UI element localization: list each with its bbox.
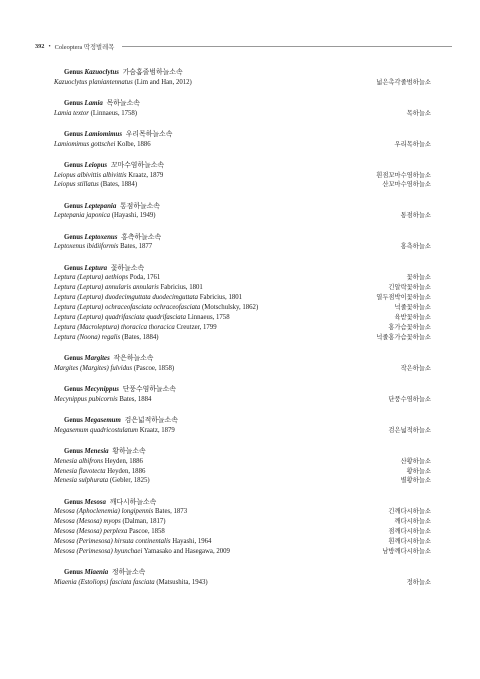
scientific-name: Megasemum quadricostulatum [54,426,139,434]
genus-label: Genus [64,355,83,363]
species-row [54,140,431,150]
species-list [54,68,431,599]
species-korean-name: 흰깨다시하늘소 [388,538,431,546]
author-citation: (Bates, 1884) [100,181,138,189]
genus-heading [64,498,431,508]
scientific-name: Leiopus stillatus [54,181,99,189]
genus-name: Lamiomimus [84,130,123,138]
genus-label: Genus [64,448,83,456]
scientific-name: Miaenia (Estoliops) fasciata fasciata [54,578,155,586]
genus-block [54,233,431,252]
genus-label: Genus [64,69,83,76]
author-citation: Heyden, 1886 [104,457,143,465]
author-citation: (Gebler, 1825) [109,477,150,485]
species-name [54,537,211,547]
scientific-name: Mecynippus pubicornis [54,395,118,403]
scientific-name: Menesia albifrons [54,457,104,465]
header-rule [122,46,452,47]
running-title: Coleoptera 딱정벌레목 [54,44,115,51]
species-korean-name: 깨다시하늘소 [394,518,431,526]
species-row [54,283,431,293]
genus-label: Genus [64,233,83,241]
genus-label: Genus [64,264,83,272]
genus-name: Leiopus [84,161,108,169]
species-korean-name: 남방깨다시하늘소 [382,548,431,555]
species-korean-name: 황하늘소 [406,467,431,475]
species-name [54,333,159,343]
species-name [54,140,151,150]
genus-name: Miaenia [84,569,109,577]
species-name [54,395,151,405]
species-row [54,293,431,303]
genus-korean-name: 작은하늘소속 [113,355,154,363]
genus-korean-name: 홍측하늘소속 [121,233,162,241]
genus-heading [64,161,431,171]
scientific-name: Mesosa (Mesosa) myops [54,518,121,526]
genus-heading [64,354,431,364]
genus-block [54,161,431,190]
genus-heading [64,385,431,395]
genus-block [54,568,431,587]
running-header [35,42,452,51]
scientific-name: Mesosa (Mesosa) perplexa [54,528,128,536]
genus-heading [64,416,431,426]
genus-label: Genus [64,386,83,394]
author-citation: (Matsushita, 1943) [156,578,208,586]
author-citation: Pascoe, 1858 [128,528,165,536]
species-korean-name: 우리목하늘소 [394,140,431,148]
genus-label: Genus [64,498,83,506]
genus-korean-name: 깨다시하늘소속 [109,498,157,506]
species-name [54,242,152,252]
author-citation: (Pascoe, 1858) [133,364,175,372]
species-row [54,537,431,547]
species-row [54,364,431,374]
species-korean-name: 홍가슴꽃하늘소 [388,323,431,331]
species-name [54,283,203,293]
genus-heading [64,202,431,212]
author-citation: Kolbe, 1886 [117,140,151,148]
author-citation: (Dalman, 1817) [122,518,166,526]
scientific-name: Leptura (Leptura) quadrifasciata quadrifasciata [54,313,186,321]
genus-name: Mecynippus [84,386,119,394]
author-citation: Kraatz, 1879 [128,171,164,179]
scientific-name: Lamiomimus gottschei [54,140,116,148]
genus-block [54,264,431,343]
genus-name: Menesia [84,448,109,456]
genus-heading [64,99,431,109]
species-korean-name: 목하늘소 [406,109,431,117]
scientific-name: Menesia sulphurata [54,477,109,485]
scientific-name: Leptura (Leptura) annularis annularis [54,284,159,292]
page-number: 392 [35,43,45,50]
genus-block [54,202,431,221]
genus-heading [64,568,431,578]
genus-korean-name: 목하늘소속 [106,99,140,107]
species-korean-name: 작은하늘소 [400,364,431,372]
scientific-name: Leptoxenus ibidiiformis [54,243,119,251]
species-name [54,476,150,486]
genus-heading [64,130,431,140]
species-row [54,78,431,88]
author-citation: Yamasako and Hasegawa, 2009 [143,548,230,555]
species-row [54,467,431,477]
scientific-name: Leptepania japonica [54,212,111,220]
genus-korean-name: 꼬마수염하늘소속 [110,161,165,169]
species-korean-name: 산꼬마수염하늘소 [382,181,431,189]
species-korean-name: 홍측하늘소 [400,243,431,251]
species-row [54,109,431,119]
author-citation: Linnaeus, 1758 [187,313,230,321]
author-citation: (Lim and Han, 2012) [134,78,192,86]
genus-label: Genus [64,417,83,425]
species-name [54,180,137,190]
species-row [54,527,431,537]
author-citation: Fabricius, 1801 [160,284,203,292]
scientific-name: Mesosa (Perimesosa) hyunchaei [54,548,143,555]
species-korean-name: 긴깨다시하늘소 [388,508,431,516]
species-korean-name: 열두점박이꽃하늘소 [376,294,431,302]
genus-block [54,68,431,87]
species-row [54,547,431,557]
species-name [54,293,242,303]
genus-heading [64,233,431,243]
species-row [54,313,431,323]
author-citation: Kraatz, 1879 [139,426,175,434]
species-korean-name: 산황하늘소 [400,457,431,465]
author-citation: (Bates, 1884) [121,333,159,341]
genus-block [54,498,431,557]
scientific-name: Leptura (Noona) regalis [54,333,121,341]
genus-korean-name: 가슴홈줄범하늘소속 [122,69,183,76]
species-korean-name: 정하늘소 [406,578,431,586]
genus-block [54,416,431,435]
scientific-name: Menesia flavotecta [54,467,106,475]
author-citation: (Motschulsky, 1862) [202,304,259,312]
species-korean-name: 흰점꼬마수염하늘소 [376,171,431,179]
genus-name: Leptepania [84,202,117,210]
species-row [54,333,431,343]
author-citation: Bates, 1877 [120,243,153,251]
genus-heading [64,447,431,457]
genus-label: Genus [64,130,83,138]
species-row [54,303,431,313]
genus-heading [64,264,431,274]
species-row [54,171,431,181]
scientific-name: Lamia textor [54,109,89,117]
species-korean-name: 육받꽃하늘소 [394,313,431,321]
genus-label: Genus [64,99,83,107]
scientific-name: Kazuoclytus planiantennatus [54,78,133,86]
genus-korean-name: 검은넓적하늘소속 [124,417,178,425]
species-row [54,323,431,333]
species-name [54,323,217,333]
genus-korean-name: 황하늘소속 [112,448,146,456]
author-citation: Fabricius, 1801 [199,294,243,302]
species-name [54,578,208,588]
species-name [54,109,137,119]
genus-label: Genus [64,202,83,210]
species-row [54,395,431,405]
species-korean-name: 꽃하늘소 [406,274,431,282]
author-citation: Hayashi, 1964 [172,538,212,546]
scientific-name: Margites (Margites) fulvidus [54,364,133,372]
genus-label: Genus [64,161,83,169]
species-name [54,303,258,313]
species-name [54,211,156,221]
scientific-name: Mesosa (Aphoclenemia) longipennis [54,508,154,516]
genus-name: Margites [84,355,110,363]
genus-block [54,130,431,149]
genus-korean-name: 정하늘소속 [111,569,146,577]
species-row [54,180,431,190]
genus-name: Leptura [84,264,108,272]
species-korean-name: 단풍수염하늘소 [388,395,431,403]
genus-name: Mesosa [84,498,106,506]
species-korean-name: 점깨다시하늘소 [388,528,431,536]
scientific-name: Leptura (Leptura) ochraceofasciata ochraceofasciata [54,304,201,312]
scientific-name: Mesosa (Perimesosa) hirsuta continentalis [54,538,171,546]
species-row [54,517,431,527]
species-name [54,426,175,436]
species-row [54,211,431,221]
species-row [54,273,431,283]
species-name [54,364,174,374]
species-row [54,507,431,517]
genus-block [54,385,431,404]
species-row [54,426,431,436]
species-name [54,507,187,517]
species-korean-name: 긴알락꽃하늘소 [388,284,431,292]
genus-korean-name: 꽃하늘소속 [110,264,145,272]
species-korean-name: 통점하늘소 [400,212,431,220]
genus-heading [64,68,431,78]
species-korean-name: 넉줄꽃하늘소 [394,304,431,312]
species-name [54,78,192,88]
species-name [54,273,160,283]
species-name [54,467,145,477]
genus-korean-name: 통점하늘소속 [120,202,160,210]
author-citation: Heyden, 1886 [107,467,146,475]
genus-name: Leptoxenus [84,233,118,241]
genus-name: Megasemum [84,417,121,425]
author-citation: Creutzer, 1799 [176,323,217,331]
scientific-name: Leptura (Leptura) aethiops [54,274,129,282]
genus-name: Lamia [84,99,103,107]
species-name [54,547,230,557]
scientific-name: Leiopus albivittis albivittis [54,171,127,179]
genus-korean-name: 우리목하늘소속 [125,130,173,138]
genus-name: Kazuoclytus [84,69,119,76]
scientific-name: Leptura (Macroleptura) thoracica thoracica [54,323,175,331]
species-korean-name: 넉줄홍가슴꽃하늘소 [376,333,431,341]
scientific-name: Leptura (Leptura) duodecimguttata duodecimguttata [54,294,199,302]
species-korean-name: 별황하늘소 [400,477,431,485]
species-row [54,476,431,486]
species-row [54,578,431,588]
species-name [54,457,143,467]
author-citation: Bates, 1884 [119,395,152,403]
species-name [54,171,163,181]
species-name [54,517,166,527]
genus-block [54,99,431,118]
author-citation: (Hayashi, 1949) [111,212,156,220]
species-name [54,527,165,537]
author-citation: (Linnaeus, 1758) [90,109,138,117]
header-bullet: • [48,43,51,50]
species-row [54,457,431,467]
species-name [54,313,230,323]
genus-block [54,354,431,373]
species-row [54,242,431,252]
species-korean-name: 넓은촉각줄범하늘소 [376,78,431,86]
genus-label: Genus [64,569,83,577]
species-korean-name: 검은넓적하늘소 [388,426,431,434]
genus-korean-name: 단풍수염하늘소속 [122,386,176,394]
author-citation: Poda, 1761 [129,274,161,282]
genus-block [54,447,431,486]
author-citation: Bates, 1873 [155,508,188,516]
